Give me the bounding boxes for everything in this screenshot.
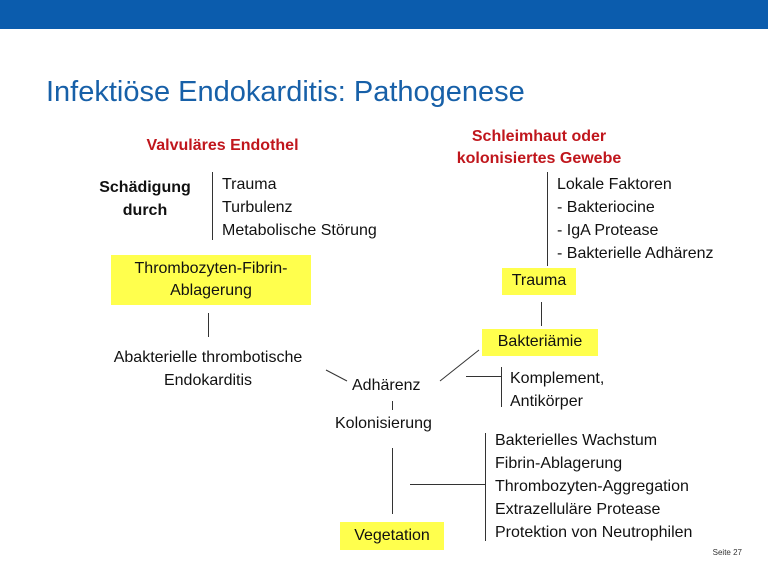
growth-item: Thrombozyten-Aggregation bbox=[495, 478, 689, 495]
factor-item: - IgA Protease bbox=[557, 222, 659, 239]
trauma-box: Trauma bbox=[502, 268, 576, 295]
growth-connector bbox=[410, 484, 485, 485]
bacteremia-to-adhesion-line bbox=[440, 350, 479, 381]
cause-item: Trauma bbox=[222, 176, 277, 193]
growth-bracket-line bbox=[485, 433, 486, 541]
growth-item: Fibrin-Ablagerung bbox=[495, 455, 623, 472]
deposit-box-line-1: Thrombozyten-Fibrin- bbox=[134, 260, 288, 277]
abacterial-to-adhesion-line bbox=[326, 370, 347, 381]
colonization-connector bbox=[392, 448, 393, 514]
abacterial-line-2: Endokarditis bbox=[163, 372, 253, 389]
adhesion-connector bbox=[392, 401, 393, 410]
factor-item: Lokale Faktoren bbox=[557, 176, 672, 193]
deposit-box-line-2: Ablagerung bbox=[170, 282, 252, 299]
growth-item: Protektion von Neutrophilen bbox=[495, 524, 693, 541]
heading-mucosa-line-2: kolonisiertes Gewebe bbox=[456, 150, 622, 167]
growth-item: Extrazelluläre Protease bbox=[495, 501, 661, 518]
adhesion-label: Adhärenz bbox=[352, 377, 421, 394]
heading-valvular-endothelium: Valvuläres Endothel bbox=[146, 137, 299, 154]
growth-item: Bakterielles Wachstum bbox=[495, 432, 658, 449]
vegetation-box: Vegetation bbox=[340, 522, 444, 550]
cause-item: Turbulenz bbox=[222, 199, 293, 216]
page-number: Seite 27 bbox=[712, 548, 742, 557]
abacterial-line-1: Abakterielle thrombotische bbox=[113, 349, 303, 366]
heading-mucosa-line-1: Schleimhaut oder bbox=[471, 128, 607, 145]
growth-factors-list bbox=[495, 429, 692, 544]
damage-label-line-2: durch bbox=[122, 202, 168, 219]
factor-item: - Bakterielle Adhärenz bbox=[557, 245, 714, 262]
factor-item: - Bakteriocine bbox=[557, 199, 655, 216]
cause-item: Metabolische Störung bbox=[222, 222, 377, 239]
damage-label-line-1: Schädigung bbox=[99, 179, 191, 196]
defense-item: Antikörper bbox=[510, 393, 583, 410]
defense-item: Komplement, bbox=[510, 370, 605, 387]
slide-title: Infektiöse Endokarditis: Pathogenese bbox=[46, 76, 525, 108]
bacteremia-box: Bakteriämie bbox=[482, 329, 598, 356]
colonization-label: Kolonisierung bbox=[335, 415, 432, 432]
